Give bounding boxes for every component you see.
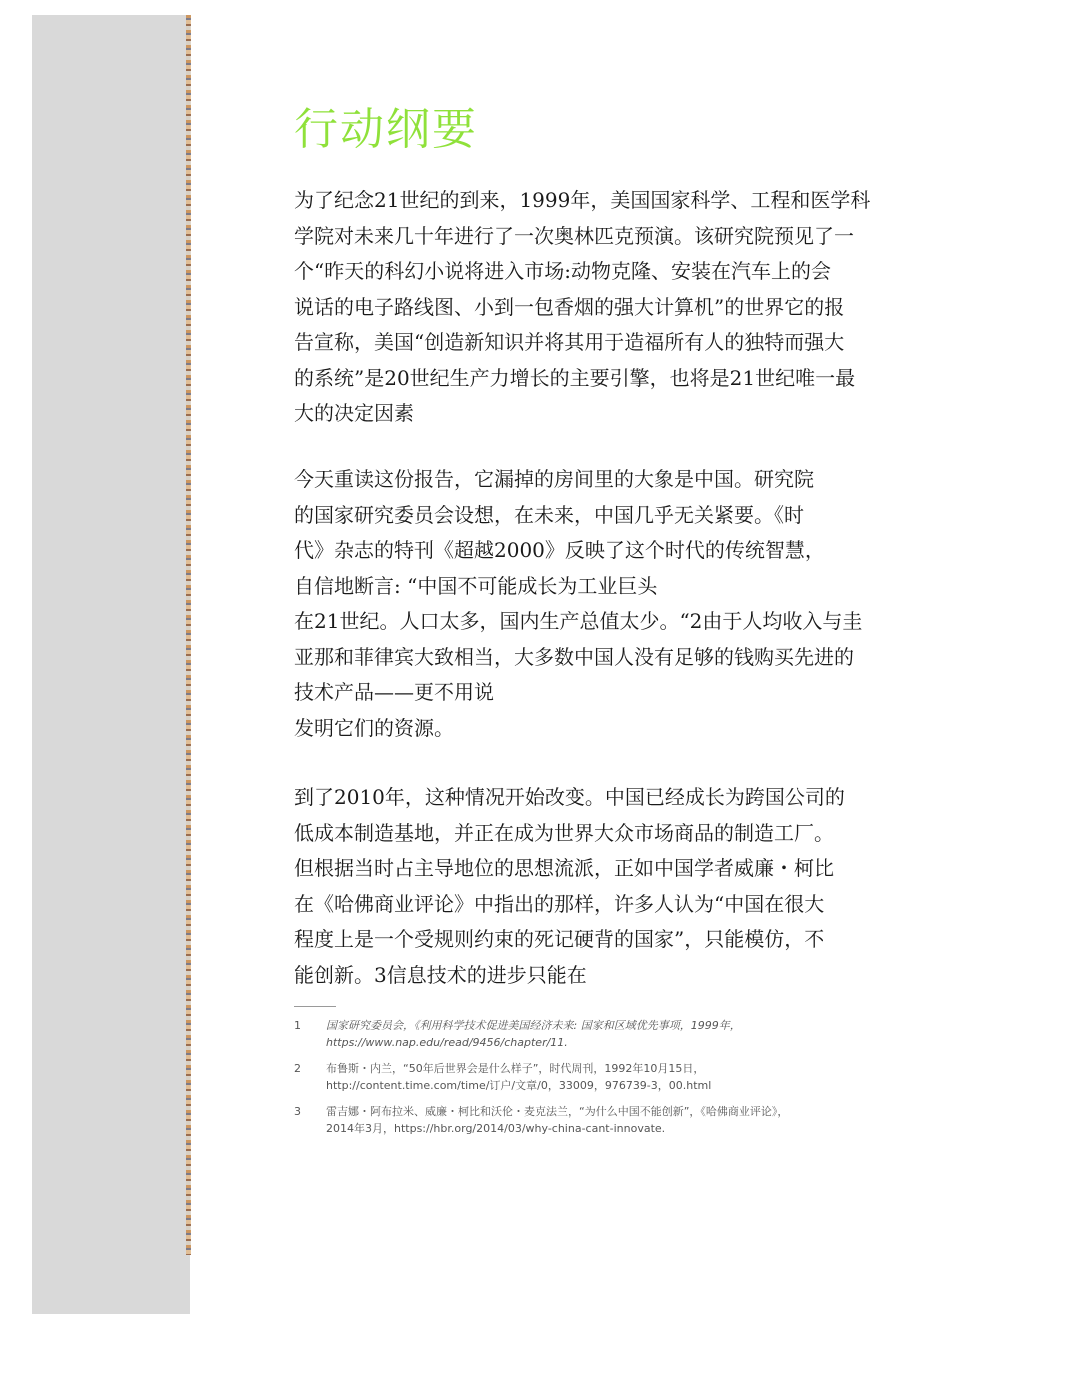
paragraph-2 (294, 462, 894, 746)
text-line: 的国家研究委员会设想，在未来，中国几乎无关紧要。《时 (294, 502, 804, 527)
text-line: 告宣称，美国“创造新知识并将其用于造福所有人的独特而强大 (294, 330, 845, 354)
text-line: 在21世纪。人口太多，国内生产总值太少。“2由于人均收入与圭 (294, 609, 863, 633)
text-line: 发明它们的资源。 (294, 715, 454, 740)
footnote-1 (294, 1017, 884, 1051)
footnote-number: 3 (294, 1105, 301, 1118)
text-line: 为了纪念21世纪的到来，1999年，美国国家科学、工程和医学科 (294, 188, 871, 212)
text-line: 今天重读这份报告，它漏掉的房间里的大象是中国。研究院 (294, 467, 814, 491)
text-line: 大的决定因素 (294, 401, 414, 425)
text-line: 能创新。3信息技术的进步只能在 (294, 962, 587, 987)
footnote-citation: 国家研究委员会，《利用科学技术促进美国经济未来: 国家和区域优先事项，1999年， (326, 1019, 741, 1032)
footnote-link[interactable]: https://www.nap.edu/read/9456/chapter/11. (326, 1036, 568, 1049)
text-line: 自信地断言: “中国不可能成长为工业巨头 (294, 573, 658, 598)
footnote-citation: 布鲁斯・内兰，“50年后世界会是什么样子”，时代周刊，1992年10月15日， (326, 1062, 705, 1075)
footnote-divider (294, 1006, 336, 1007)
footnote-2 (294, 1060, 884, 1094)
paragraph-3 (294, 780, 894, 993)
text-line: 在《哈佛商业评论》中指出的那样，许多人认为“中国在很大 (294, 891, 825, 916)
footnote-link[interactable]: 2014年3月，https://hbr.org/2014/03/why-china-cant-innovate. (326, 1122, 666, 1135)
footnote-number: 1 (294, 1019, 301, 1032)
text-line: 的系统”是20世纪生产力增长的主要引擎，也将是21世纪唯一最 (294, 365, 856, 390)
text-line: 低成本制造基地，并正在成为世界大众市场商品的制造工厂。 (294, 820, 834, 845)
text-line: 学院对未来几十年进行了一次奥林匹克预演。该研究院预见了一 (294, 223, 854, 248)
page-edge-strip (186, 15, 191, 1255)
paragraph-1 (294, 183, 894, 432)
text-line: 说话的电子路线图、小到一包香烟的强大计算机”的世界它的报 (294, 294, 845, 319)
footnote-number: 2 (294, 1062, 301, 1075)
text-line: 程度上是一个受规则约束的死记硬背的国家”，只能模仿，不 (294, 927, 825, 951)
text-line: 技术产品——更不用说 (294, 680, 494, 704)
text-line: 亚那和菲律宾大致相当，大多数中国人没有足够的钱购买先进的 (294, 644, 854, 669)
text-line: 到了2010年，这种情况开始改变。中国已经成长为跨国公司的 (294, 785, 845, 809)
footnote-link[interactable]: http://content.time.com/time/订户/文章/0，33009，976739-3，00.html (326, 1079, 712, 1092)
footnote-citation: 雷吉娜・阿布拉米、威廉・柯比和沃伦・麦克法兰，“为什么中国不能创新”，《哈佛商业评论》， (326, 1105, 789, 1118)
text-line: 代》杂志的特刊《超越2000》反映了这个时代的传统智慧， (294, 538, 825, 562)
side-panel (32, 15, 190, 1314)
footnotes (294, 1017, 884, 1146)
text-line: 但根据当时占主导地位的思想流派，正如中国学者威廉・柯比 (294, 856, 834, 880)
page-title: 行动纲要 (294, 104, 478, 155)
footnote-3 (294, 1103, 884, 1137)
text-line: 个“昨天的科幻小说将进入市场:动物克隆、安装在汽车上的会 (294, 259, 831, 283)
